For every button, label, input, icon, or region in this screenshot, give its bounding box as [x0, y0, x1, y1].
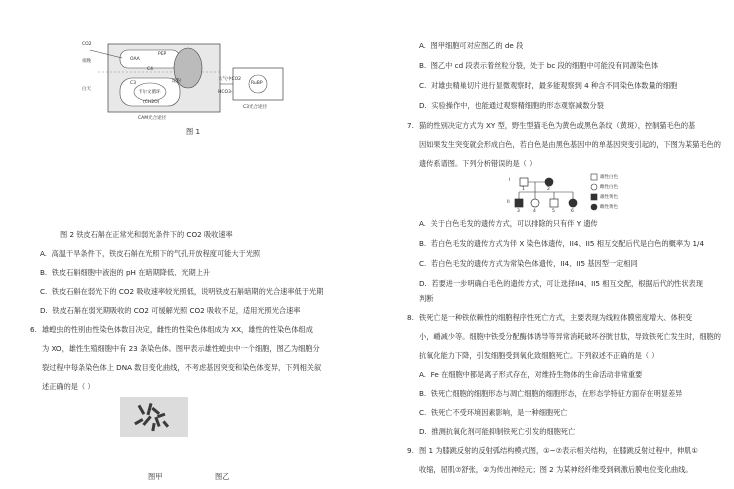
q7-option-a: [419, 219, 598, 229]
num-2: 2: [547, 187, 550, 192]
option-text: 铁死亡不受环境因素影响，是一种细胞死亡: [430, 408, 568, 417]
legend-male-yellow: [591, 194, 597, 200]
q5-option-a: [40, 249, 260, 259]
option-text: 高温干旱条件下，铁皮石斛在光照下的气孔开放程度可能大于光照: [51, 249, 261, 258]
q5-option-c: [40, 287, 323, 297]
q7-line-1: 猫的性别决定方式为 XY 型，野生型猫毛色为黄色或黑色条纹（黄斑），控制猫毛色的基: [419, 121, 696, 130]
pedigree-ii3: [515, 199, 523, 207]
right-column: [367, 0, 734, 489]
option-text: 若白色毛发的遗传方式为常染色体遗传，II4、II5 基因型一定相同: [430, 259, 638, 268]
q9-number: 9.: [407, 446, 414, 455]
q5-option-b: [40, 268, 210, 278]
figure-2-caption: 图 2 铁皮石斛在正常光和弱光条件下的 CO2 吸收速率: [60, 230, 233, 239]
fig1-rubp: RuBP: [251, 81, 263, 86]
fig1-c3: C3: [130, 81, 137, 86]
option-label: B.: [419, 239, 427, 248]
option-text: 若白色毛发的遗传方式为伴 X 染色体遗传，II4、II5 相互交配后代是白色的概率为 1/4: [430, 239, 705, 248]
legend-male-white: [591, 174, 597, 180]
num-3: 3: [517, 209, 520, 214]
option-label: B.: [419, 61, 427, 70]
q7-line-2: 因如果发生突变就会形成白色，若白色是由黑色基因中的单基因突变引起的，下图为某猫毛色的: [419, 140, 721, 149]
figure-1: [80, 38, 295, 133]
option-label: A.: [419, 219, 427, 228]
q6-line-2: 为 XO，雄性生殖细胞中有 23 条染色体。图甲表示雄性蝗虫中一个细胞，图乙为细胞分: [42, 344, 320, 353]
option-label: D.: [419, 279, 427, 288]
q6-line-1: 雄蝗虫的性别由性染色体数目决定，雌性的性染色体组成为 XX，雄性的性染色体组成: [42, 325, 313, 334]
q8-option-b: [419, 389, 682, 399]
fig1-night: 夜晚: [82, 59, 91, 64]
option-label: C.: [419, 81, 427, 90]
q9-line-1: 图 1 为膝跳反射的反射弧结构模式图，①~⑦表示相关结构，在膝跳反射过程中，伸肌①: [419, 446, 698, 455]
option-label: C.: [40, 287, 48, 296]
q8-option-c: [419, 408, 567, 418]
option-label: A.: [419, 41, 427, 50]
legend-3: 雄性黄色: [600, 195, 618, 200]
num-5: 5: [552, 209, 555, 214]
chromosome-image: [120, 397, 188, 437]
q6-option-c: [419, 81, 677, 91]
fig1-pep: PEP: [158, 52, 167, 57]
q9-line-2: 收缩，屈肌⑦舒张，②为传出神经元；图 2 为某神经纤维受到刺激后膜电位变化曲线。: [419, 465, 693, 474]
legend-2: 雌性白色: [600, 185, 618, 190]
fig1-c3-label: C3光合途径: [243, 105, 268, 110]
fig1-day: 白天: [82, 87, 91, 92]
option-text: 若要进一步明确白毛色的遗传方式，可让选择II4、II5 相互交配，根据后代的性状表现: [431, 279, 703, 288]
option-label: D.: [40, 306, 48, 315]
q7-option-b: [419, 239, 704, 249]
legend-female-yellow: [591, 204, 597, 210]
q8-number: 8.: [407, 313, 414, 322]
legend-4: 雌性黄色: [600, 205, 618, 210]
option-label: D.: [419, 101, 427, 110]
legend-1: 雄性白色: [600, 175, 618, 180]
q8-line-2: 小，嵴减少等。细胞中铁受分配酶体诱导等异常消耗破坏谷胱甘肽，导致铁死亡发生时，细胞的: [419, 332, 721, 341]
q6-option-b: [419, 61, 658, 71]
option-text: 实验操作中，也能通过观察精细胞的形态观察减数分裂: [431, 101, 604, 110]
option-label: B.: [419, 389, 427, 398]
pedigree-ii5: [550, 199, 558, 207]
q6-option-d: [419, 101, 604, 111]
gen-ii: II: [507, 200, 510, 205]
pedigree-i2: [545, 178, 553, 186]
q8-option-d: [419, 427, 575, 437]
fig1-co2: CO2: [82, 42, 92, 47]
q6-line-4: 述正确的是（ ）: [42, 382, 95, 391]
num-6: 6: [571, 209, 574, 214]
num-4: 4: [533, 209, 536, 214]
fig1-c4: C4: [147, 67, 154, 72]
q6-number: 6.: [30, 325, 37, 334]
fig1-h2co3: HCO3-: [218, 90, 233, 95]
option-label: C.: [419, 259, 427, 268]
option-text: Fe 在细胞中都是离子形式存在，对维持生物体的生命活动非常重要: [430, 370, 643, 379]
q8-line-1: 铁死亡是一种铁依赖性的细胞程序性死亡方式，主要表现为线粒体膜密度增大、体积变: [419, 313, 693, 322]
figure-1-caption: 图 1: [186, 127, 201, 136]
option-text: 对雄虫精巢切片进行显微观察时，最多能观察到 4 种含不同染色体数量的细胞: [430, 81, 678, 90]
q6-option-a: [419, 41, 523, 51]
option-text: 关于白色毛发的遗传方式，可以排除的只有伴 Y 遗传: [430, 219, 598, 228]
vacuole-top: [120, 50, 180, 68]
num-1: 1: [522, 187, 525, 192]
option-text: 图甲细胞可对应图乙的 de 段: [430, 41, 524, 50]
option-text: 铁皮石斛在弱光下的 CO2 吸收速率较光照低，说明铁皮石斛暗期的光合速率低于光期: [51, 287, 324, 296]
chromosomes: [134, 403, 169, 431]
pedigree-chart: [507, 172, 637, 218]
option-label: B.: [40, 268, 48, 277]
q7-option-d: [419, 279, 703, 289]
option-text: 铁皮石斛在弱光期吸收的 CO2 可缓解光照 CO2 吸收不足，适用光照光合速率: [52, 306, 301, 315]
option-text: 推测抗氧化剂可能抑制铁死亡引发的细胞死亡: [431, 427, 576, 436]
option-label: A.: [40, 249, 48, 258]
q8-line-3: 抗氧化能力下降，引发细胞受到氧化致细胞死亡。下列叙述不正确的是（ ）: [419, 351, 659, 360]
fig1-air: 大气中CO2: [218, 77, 242, 82]
option-label: A.: [419, 370, 427, 379]
q6-line-3: 裂过程中每条染色体上 DNA 数目变化曲线，不考虑基因突变和染色体变异，下列相关叙: [42, 363, 322, 372]
option-text: 图乙中 cd 段表示着丝粒分裂，处于 bc 段的细胞中可能没有同源染色体: [430, 61, 659, 70]
q7-option-d-tail: 判断: [419, 294, 434, 303]
fig1-ch2o: (CH2O): [143, 100, 160, 105]
q7-option-c: [419, 259, 638, 269]
fig1-starch: 淀粉: [172, 79, 181, 84]
option-label: D.: [419, 427, 427, 436]
option-label: C.: [419, 408, 427, 417]
fig1-calvin: 卡尔文循环: [138, 90, 161, 95]
chromosome-svg: [120, 397, 188, 437]
q7-line-3: 遗传系谱图。下列分析错误的是（ ）: [419, 159, 537, 168]
gen-i: I: [509, 178, 511, 183]
fig-yi-label: 图乙: [215, 472, 230, 481]
q8-option-a: [419, 370, 642, 380]
fig1-cam-label: CAM光合途径: [138, 116, 167, 121]
option-text: 铁皮石斛细胞中液泡的 pH 在暗期降低、光期上升: [51, 268, 211, 277]
fig1-oaa: OAA: [130, 57, 140, 62]
q7-number: 7.: [407, 121, 414, 130]
pedigree-ii6: [569, 199, 577, 207]
option-text: 铁死亡细胞的细胞形态与凋亡细胞的细胞形态，在形态学特征方面存在明显差异: [430, 389, 683, 398]
pedigree-i1: [520, 178, 528, 186]
legend-female-white: [591, 184, 597, 190]
q5-option-d: [40, 306, 300, 316]
pedigree-ii4: [531, 199, 539, 207]
fig-jia-label: 图甲: [148, 472, 163, 481]
